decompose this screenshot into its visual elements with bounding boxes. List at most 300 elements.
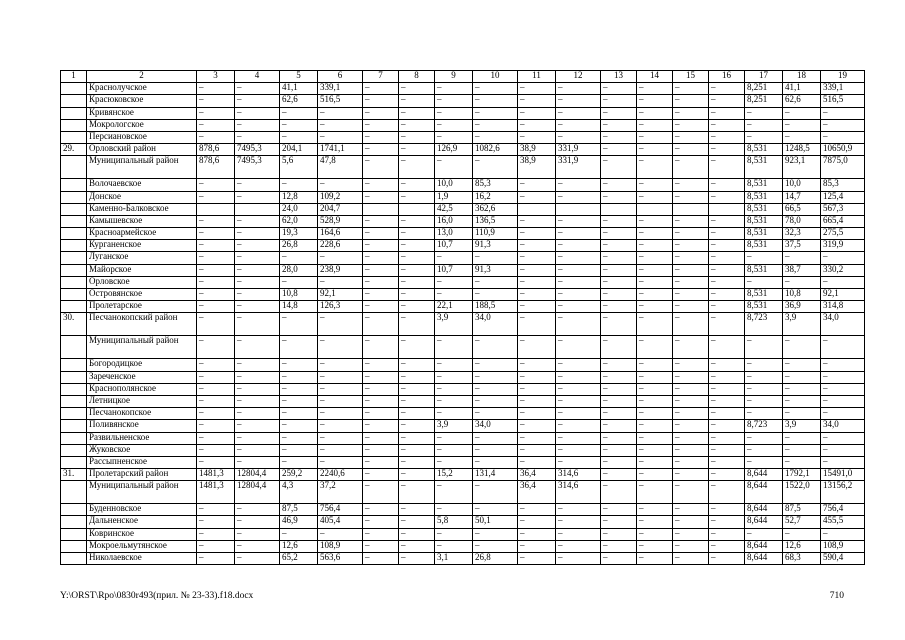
footer-file-path: Y:\ORST\Rpo\0830r493(прил. № 23-33).f18.docx [60,591,254,601]
row-number [61,528,87,540]
cell-col-19: – [821,359,865,371]
cell-col-12: – [556,301,601,313]
row-number [61,119,87,131]
cell-col-8: – [399,228,435,240]
column-number-4: 4 [235,71,280,83]
cell-col-12: – [556,553,601,565]
cell-col-7: – [363,144,399,156]
column-number-19: 19 [821,71,865,83]
cell-col-12: – [556,228,601,240]
cell-col-12: – [556,444,601,456]
cell-col-10: – [473,336,518,359]
cell-col-13: – [601,516,637,528]
cell-col-16: – [709,313,745,336]
cell-col-6: 164,6 [318,228,363,240]
cell-col-12: – [556,516,601,528]
cell-col-8: – [399,191,435,203]
cell-col-5: 4,3 [280,481,318,504]
cell-col-14: – [637,264,673,276]
cell-col-16: – [709,456,745,468]
row-name: Донское [87,191,197,203]
cell-col-9: – [435,107,473,119]
column-number-13: 13 [601,71,637,83]
cell-col-17: 8,531 [745,215,783,227]
cell-col-4: – [235,528,280,540]
cell-col-18: 41,1 [783,83,821,95]
cell-col-7: – [363,179,399,191]
cell-col-10: – [473,371,518,383]
cell-col-13: – [601,191,637,203]
cell-col-11: 36,4 [518,469,556,481]
table-row [61,276,865,288]
cell-col-9: 42,5 [435,203,473,215]
row-name: Пролетарский район [87,469,197,481]
table-row [61,144,865,156]
cell-col-12: – [556,264,601,276]
cell-col-13: – [601,504,637,516]
cell-col-7: – [363,456,399,468]
cell-col-17: – [745,119,783,131]
cell-col-7: – [363,119,399,131]
row-number [61,252,87,264]
cell-col-10: 34,0 [473,313,518,336]
row-name: Персиановское [87,131,197,143]
row-name: Развильненское [87,432,197,444]
cell-col-8: – [399,383,435,395]
cell-col-7: – [363,107,399,119]
cell-col-18: 3,9 [783,313,821,336]
cell-col-7: – [363,553,399,565]
cell-col-4: – [235,540,280,552]
row-name: Муниципальный район [87,481,197,504]
cell-col-9: – [435,481,473,504]
cell-col-8: – [399,156,435,179]
cell-col-9: – [435,119,473,131]
cell-col-13: – [601,469,637,481]
cell-col-6: – [318,336,363,359]
row-name: Ковринское [87,528,197,540]
row-name: Дальненское [87,516,197,528]
row-number [61,264,87,276]
cell-col-18: 1792,1 [783,469,821,481]
cell-col-15: – [673,228,709,240]
cell-col-10: – [473,359,518,371]
cell-col-10: – [473,395,518,407]
cell-col-14: – [637,553,673,565]
row-number [61,456,87,468]
cell-col-16: – [709,289,745,301]
cell-col-17: 8,251 [745,83,783,95]
cell-col-8: – [399,420,435,432]
cell-col-12: – [556,107,601,119]
cell-col-5: 41,1 [280,83,318,95]
cell-col-6: 126,3 [318,301,363,313]
cell-col-5: – [280,395,318,407]
cell-col-18: 10,8 [783,289,821,301]
cell-col-6: – [318,179,363,191]
table-row [61,252,865,264]
cell-col-6: – [318,383,363,395]
cell-col-12: 331,9 [556,144,601,156]
cell-col-3: – [197,228,235,240]
row-number [61,395,87,407]
cell-col-15: – [673,540,709,552]
cell-col-5: – [280,276,318,288]
cell-col-5: – [280,408,318,420]
cell-col-10: – [473,289,518,301]
cell-col-16 [709,203,745,215]
cell-col-19: – [821,131,865,143]
cell-col-5: – [280,420,318,432]
cell-col-9: 15,2 [435,469,473,481]
cell-col-6: 204,7 [318,203,363,215]
cell-col-12 [556,203,601,215]
cell-col-8: – [399,336,435,359]
cell-col-6: – [318,313,363,336]
cell-col-7: – [363,228,399,240]
cell-col-3 [197,203,235,215]
cell-col-8: – [399,131,435,143]
cell-col-9: 22,1 [435,301,473,313]
column-number-11: 11 [518,71,556,83]
cell-col-5: 19,3 [280,228,318,240]
row-name: Мокроельмутянское [87,540,197,552]
row-name: Островянское [87,289,197,301]
row-name: Муниципальный район [87,156,197,179]
cell-col-15: – [673,504,709,516]
cell-col-3: – [197,264,235,276]
cell-col-13: – [601,456,637,468]
table-row [61,228,865,240]
cell-col-5: – [280,444,318,456]
row-number [61,504,87,516]
cell-col-14: – [637,408,673,420]
cell-col-7: – [363,528,399,540]
cell-col-3: 878,6 [197,156,235,179]
cell-col-12: – [556,408,601,420]
cell-col-17: 8,251 [745,95,783,107]
cell-col-6: – [318,131,363,143]
cell-col-5: – [280,131,318,143]
cell-col-16: – [709,481,745,504]
cell-col-4: 12804,4 [235,469,280,481]
cell-col-19: 125,4 [821,191,865,203]
cell-col-9: – [435,156,473,179]
cell-col-14: – [637,444,673,456]
cell-col-10: 362,6 [473,203,518,215]
cell-col-10: – [473,408,518,420]
cell-col-18: 1522,0 [783,481,821,504]
table-row [61,516,865,528]
cell-col-16: – [709,516,745,528]
cell-col-19: 34,0 [821,313,865,336]
cell-col-15: – [673,516,709,528]
cell-col-12: – [556,383,601,395]
cell-col-14: – [637,383,673,395]
cell-col-12: – [556,528,601,540]
cell-col-8: – [399,95,435,107]
cell-col-5: 259,2 [280,469,318,481]
cell-col-13: – [601,553,637,565]
cell-col-8: – [399,144,435,156]
cell-col-13: – [601,395,637,407]
cell-col-4: – [235,215,280,227]
table-row [61,240,865,252]
cell-col-7: – [363,95,399,107]
cell-col-7: – [363,264,399,276]
cell-col-15: – [673,301,709,313]
cell-col-12: – [556,313,601,336]
table-row [61,553,865,565]
cell-col-16: – [709,119,745,131]
cell-col-16: – [709,395,745,407]
cell-col-6: – [318,107,363,119]
row-name: Краснолучское [87,83,197,95]
cell-col-7: – [363,359,399,371]
cell-col-19: – [821,456,865,468]
cell-col-4: – [235,383,280,395]
cell-col-17: 8,531 [745,203,783,215]
cell-col-3: – [197,432,235,444]
cell-col-8: – [399,119,435,131]
table-row [61,289,865,301]
cell-col-17: – [745,371,783,383]
cell-col-17: – [745,432,783,444]
cell-col-8: – [399,83,435,95]
cell-col-17: – [745,336,783,359]
cell-col-3: – [197,444,235,456]
cell-col-19: – [821,252,865,264]
column-number-16: 16 [709,71,745,83]
row-name: Муниципальный район [87,336,197,359]
cell-col-13: – [601,144,637,156]
cell-col-18: – [783,432,821,444]
cell-col-13: – [601,383,637,395]
table-row [61,456,865,468]
cell-col-19: 275,5 [821,228,865,240]
cell-col-7: – [363,383,399,395]
cell-col-15: – [673,156,709,179]
cell-col-10: 85,3 [473,179,518,191]
cell-col-3: – [197,553,235,565]
cell-col-13: – [601,276,637,288]
cell-col-19: – [821,119,865,131]
cell-col-5: 28,0 [280,264,318,276]
cell-col-9: – [435,131,473,143]
cell-col-17: – [745,444,783,456]
cell-col-10: – [473,119,518,131]
cell-col-19: 34,0 [821,420,865,432]
cell-col-13: – [601,83,637,95]
table-row [61,432,865,444]
cell-col-13: – [601,119,637,131]
cell-col-19: 314,8 [821,301,865,313]
cell-col-16: – [709,540,745,552]
cell-col-10: 34,0 [473,420,518,432]
row-name: Николаевское [87,553,197,565]
cell-col-15: – [673,289,709,301]
cell-col-14: – [637,469,673,481]
table-row [61,313,865,336]
cell-col-8: – [399,481,435,504]
cell-col-5: – [280,432,318,444]
cell-col-12: – [556,504,601,516]
cell-col-15: – [673,408,709,420]
cell-col-13: – [601,481,637,504]
cell-col-7: – [363,432,399,444]
cell-col-9: – [435,444,473,456]
cell-col-5: – [280,119,318,131]
cell-col-3: – [197,395,235,407]
cell-col-12: – [556,371,601,383]
column-number-15: 15 [673,71,709,83]
cell-col-11: – [518,553,556,565]
cell-col-14: – [637,540,673,552]
cell-col-10: – [473,444,518,456]
cell-col-13: – [601,432,637,444]
cell-col-16: – [709,408,745,420]
row-name: Волочаевское [87,179,197,191]
table-row [61,119,865,131]
cell-col-12: – [556,420,601,432]
row-number [61,240,87,252]
cell-col-15: – [673,553,709,565]
cell-col-16: – [709,144,745,156]
table-row [61,469,865,481]
cell-col-13: – [601,264,637,276]
cell-col-15: – [673,469,709,481]
table-row [61,371,865,383]
cell-col-17: 8,723 [745,420,783,432]
row-name: Богородицкое [87,359,197,371]
cell-col-9: 3,1 [435,553,473,565]
cell-col-3: – [197,456,235,468]
cell-col-18: – [783,395,821,407]
cell-col-14: – [637,252,673,264]
cell-col-13: – [601,252,637,264]
cell-col-9: – [435,95,473,107]
cell-col-17: 8,531 [745,228,783,240]
cell-col-13: – [601,336,637,359]
cell-col-17: 8,723 [745,313,783,336]
table-row [61,203,865,215]
cell-col-10: – [473,540,518,552]
cell-col-18: – [783,408,821,420]
cell-col-3: – [197,240,235,252]
cell-col-15: – [673,240,709,252]
cell-col-11: – [518,228,556,240]
cell-col-17: – [745,528,783,540]
cell-col-8: – [399,395,435,407]
cell-col-11: – [518,289,556,301]
cell-col-19: 516,5 [821,95,865,107]
cell-col-18: – [783,107,821,119]
cell-col-10: – [473,456,518,468]
cell-col-6: – [318,359,363,371]
cell-col-4: – [235,83,280,95]
cell-col-10: 188,5 [473,301,518,313]
cell-col-6: 1741,1 [318,144,363,156]
cell-col-16: – [709,156,745,179]
cell-col-8: – [399,264,435,276]
cell-col-13: – [601,95,637,107]
table-row [61,336,865,359]
cell-col-9: – [435,371,473,383]
cell-col-5: 12,6 [280,540,318,552]
row-name: Рассыпненское [87,456,197,468]
cell-col-13: – [601,528,637,540]
cell-col-6: 528,9 [318,215,363,227]
cell-col-4: – [235,456,280,468]
cell-col-4: – [235,228,280,240]
cell-col-9: – [435,252,473,264]
cell-col-4: 7495,3 [235,144,280,156]
column-number-17: 17 [745,71,783,83]
cell-col-3: – [197,252,235,264]
cell-col-9: – [435,276,473,288]
cell-col-6: 37,2 [318,481,363,504]
cell-col-7: – [363,276,399,288]
cell-col-16: – [709,191,745,203]
cell-col-13: – [601,408,637,420]
cell-col-11: – [518,276,556,288]
cell-col-4: – [235,252,280,264]
cell-col-7: – [363,408,399,420]
cell-col-13: – [601,359,637,371]
cell-col-7: – [363,516,399,528]
cell-col-3: – [197,528,235,540]
cell-col-17: – [745,408,783,420]
table-row [61,179,865,191]
cell-col-6: – [318,252,363,264]
row-number [61,156,87,179]
cell-col-18: 52,7 [783,516,821,528]
cell-col-19: 108,9 [821,540,865,552]
cell-col-17: 8,644 [745,516,783,528]
cell-col-16: – [709,371,745,383]
cell-col-13: – [601,371,637,383]
cell-col-5: 87,5 [280,504,318,516]
cell-col-4: – [235,408,280,420]
cell-col-17: – [745,107,783,119]
cell-col-14: – [637,432,673,444]
row-number [61,83,87,95]
cell-col-18: – [783,444,821,456]
cell-col-19: 7875,0 [821,156,865,179]
cell-col-11: – [518,395,556,407]
cell-col-8: – [399,276,435,288]
cell-col-8: – [399,444,435,456]
cell-col-11: – [518,336,556,359]
cell-col-4: – [235,179,280,191]
cell-col-7 [363,203,399,215]
cell-col-13: – [601,179,637,191]
cell-col-16: – [709,228,745,240]
row-number: 29. [61,144,87,156]
cell-col-11: – [518,107,556,119]
column-number-1: 1 [61,71,87,83]
cell-col-3: – [197,301,235,313]
cell-col-19: – [821,444,865,456]
cell-col-14: – [637,516,673,528]
cell-col-6: – [318,528,363,540]
cell-col-18: 3,9 [783,420,821,432]
cell-col-7: – [363,289,399,301]
column-number-7: 7 [363,71,399,83]
cell-col-11: 36,4 [518,481,556,504]
cell-col-12: 314,6 [556,469,601,481]
cell-col-7: – [363,504,399,516]
